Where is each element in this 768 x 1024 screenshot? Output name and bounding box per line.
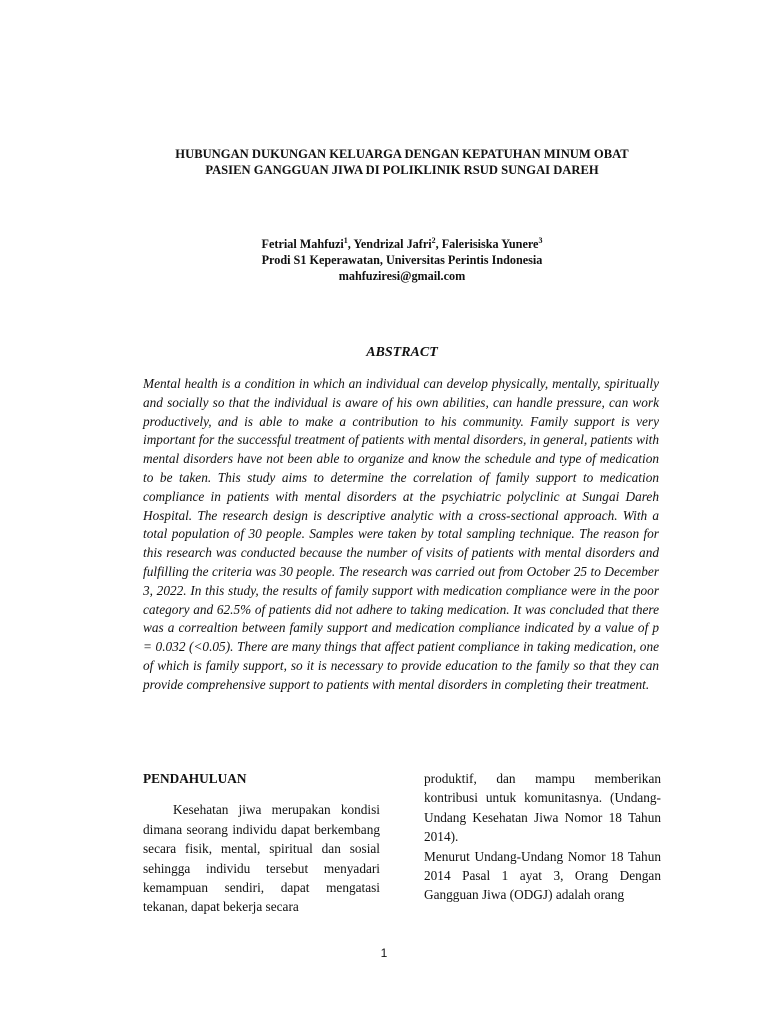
body-paragraph: produktif, dan mampu memberikan kontribusi untuk komunitasnya. (Undang-Undang Kesehatan Jiwa Nomor 18 Tahun 2014). xyxy=(424,771,661,845)
abstract-body: Mental health is a condition in which an individual can develop physically, mentally, spiritually and socially so that the individual is aware of his own abilities, can handle pressure, can work productively, and is able to make a contribution to his community. Family support is very important for the successful treatment of patients with mental disorders, in general, patients with mental disorders have not been able to organize and know the schedule and type of medication to be taken. This study aims to determine the correlation of family support to medication compliance in patients with mental disorders at the psychiatric polyclinic at Sungai Dareh Hospital. The research design is descriptive analytic with a cross-sectional approach. With a total population of 30 people. Samples were taken by total sampling technique. The reason for this research was conducted because the number of visits of patients with mental disorders and fulfilling the criteria was 30 people. The research was carried out from October 25 to December 3, 2022. In this study, the results of family support with medication compliance were in the poor category and 62.5% of patients did not adhere to taking medication. It was concluded that there was a correaltion between family support and medication compliance indicated by a value of p = 0.032 (<0.05). There are many things that affect patient compliance in taking medication, one of which is family support, so it is necessary to provide education to the family so that they can provide comprehensive support to patients with mental disorders in completing their treatment. xyxy=(143,376,659,692)
author-name: Yendrizal Jafri xyxy=(353,237,432,251)
author-affiliation-mark: 1 xyxy=(343,235,348,245)
author-affiliation-mark: 2 xyxy=(431,235,436,245)
paper-title-line-1: HUBUNGAN DUKUNGAN KELUARGA DENGAN KEPATUHAN MINUM OBAT xyxy=(175,147,629,161)
author-names xyxy=(120,236,684,252)
body-paragraph: Menurut Undang-Undang Nomor 18 Tahun 2014 Pasal 1 ayat 3, Orang Dengan Gangguan Jiwa (ODGJ) adalah orang xyxy=(424,848,661,903)
paper-title-line-2: PASIEN GANGGUAN JIWA DI POLIKLINIK RSUD SUNGAI DAREH xyxy=(205,163,599,177)
author-affiliation: Prodi S1 Keperawatan, Universitas Perintis Indonesia xyxy=(261,253,543,267)
author-email: mahfuziresi@gmail.com xyxy=(338,269,466,283)
author-separator: , xyxy=(435,237,442,251)
page-number: 1 xyxy=(380,946,388,960)
author-block xyxy=(120,236,684,284)
body-paragraph: Kesehatan jiwa merupakan kondisi dimana seorang individu dapat berkembang secara fisik, mental, spiritual dan sosial sehingga individu tersebut menyadari kemampuan sendiri, dapat mengatasi tekanan, dapat bekerja secara xyxy=(143,802,380,915)
right-column xyxy=(424,769,661,905)
author-name: Falerisiska Yunere xyxy=(441,237,539,251)
left-column xyxy=(143,769,380,917)
paper-title xyxy=(120,146,684,178)
author-affiliation-mark: 3 xyxy=(538,235,543,245)
author-name: Fetrial Mahfuzi xyxy=(261,237,344,251)
author-separator: , xyxy=(347,237,354,251)
section-heading: PENDAHULUAN xyxy=(143,771,247,786)
abstract-heading: ABSTRACT xyxy=(366,345,438,360)
